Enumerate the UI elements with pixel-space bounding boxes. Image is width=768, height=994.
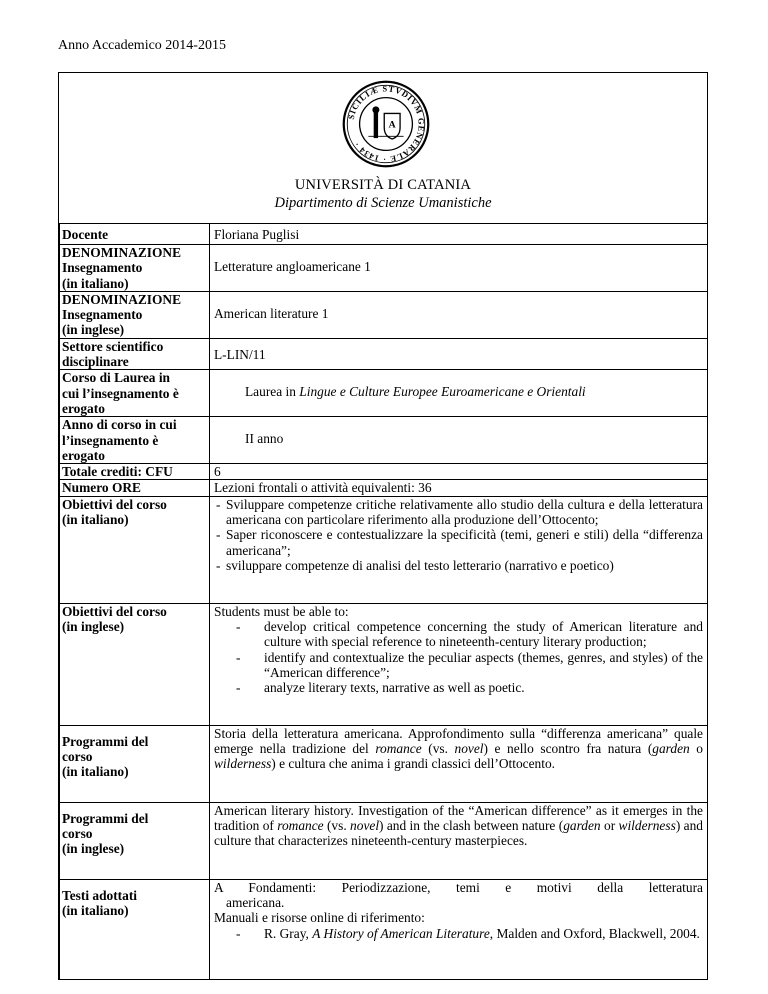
italic-term: romance [375, 741, 422, 757]
label-settore [60, 338, 210, 370]
label-line: (in inglese) [62, 841, 125, 857]
label-docente [60, 224, 210, 245]
list-item: - identify and contextualize the peculiar aspects (themes, genres, and styles) of the “American difference”; [264, 650, 703, 681]
text-run: (vs. [421, 741, 455, 757]
label-line: Programmi del [62, 810, 149, 826]
objectives-list-it [214, 497, 703, 573]
degree-name: Lingue e Culture Europee Euroamericane e Orientali [299, 384, 586, 400]
italic-term: wilderness [618, 818, 676, 834]
text-run: ) and culture that characterizes nineteenth-century masterpieces. [214, 818, 703, 849]
bibliography-list [214, 926, 703, 941]
label-corso-laurea [60, 370, 210, 417]
italic-term: romance [277, 818, 324, 834]
label-line: (in italiano) [62, 903, 129, 919]
row-ore [60, 480, 708, 496]
row-settore [60, 338, 708, 370]
value-text: American literature 1 [214, 305, 329, 321]
row-crediti [60, 464, 708, 480]
textbook-section-title: A Fondamenti: Periodizzazione, temi e motivi della letteratura [214, 879, 703, 895]
label-line: Obiettivi del corso [62, 603, 167, 619]
value-programmi-en [210, 802, 708, 879]
value-docente [210, 224, 708, 245]
label-anno [60, 417, 210, 464]
label-line: (in inglese) [62, 322, 125, 338]
text-run: ) e nello scontro fra natura ( [483, 741, 653, 757]
row-denominazione-it [60, 245, 708, 292]
list-item: - analyze literary texts, narrative as well as poetic. [264, 680, 703, 695]
bib-title: A History of American Literature [312, 925, 490, 941]
label-line: corso [62, 749, 93, 765]
label-line: Settore scientifico [62, 338, 164, 354]
label-line: erogato [62, 447, 105, 463]
row-testi [60, 879, 708, 979]
label-line: disciplinare [62, 354, 129, 370]
text-run: American literary history. Investigation of the “American difference” as it emerges in the tradition of [214, 802, 703, 834]
bib-author: R. Gray, [264, 925, 313, 941]
italic-term: wilderness [214, 756, 272, 772]
label-line: Insegnamento [62, 260, 143, 276]
label-line: Obiettivi del corso [62, 496, 167, 512]
row-docente [60, 224, 708, 245]
svg-text:SICILIÆ STVDIVM GENERALE · 143: SICILIÆ STVDIVM GENERALE · 1434 · [346, 84, 426, 164]
row-programmi-it [60, 725, 708, 802]
row-corso-laurea [60, 370, 708, 417]
department-name: Dipartimento di Scienze Umanistiche [274, 195, 492, 211]
value-prefix: Laurea in [245, 384, 300, 400]
row-obiettivi-it [60, 496, 708, 603]
label-crediti: Totale crediti: CFU [60, 464, 210, 480]
institution-header [59, 73, 707, 221]
list-item: - sviluppare competenze di analisi del testo letterario (narrativo e poetico) [226, 558, 703, 573]
label-line: DENOMINAZIONE [62, 245, 182, 260]
label-line: Corso di Laurea in [62, 370, 171, 386]
bib-publisher: , Malden and Oxford, Blackwell, 2004. [489, 925, 700, 941]
list-item: - develop critical competence concerning the study of American literature and culture with special reference to nineteenth-century literary production; [264, 619, 703, 650]
italic-term: novel [454, 741, 484, 757]
university-name: UNIVERSITÀ DI CATANIA [294, 177, 472, 193]
italic-term: garden [563, 818, 601, 834]
value-anno [210, 417, 708, 464]
objectives-list-en [214, 619, 703, 695]
label-line: cui l’insegnamento è [62, 385, 179, 401]
label-ore: Numero ORE [60, 480, 210, 496]
label-line: Insegnamento [62, 307, 143, 323]
row-programmi-en [60, 802, 708, 879]
value-ore: Lezioni frontali o attività equivalenti: 36 [210, 480, 708, 496]
row-anno [60, 417, 708, 464]
text-run: ) and in the clash between nature ( [379, 818, 564, 834]
row-obiettivi-en [60, 603, 708, 725]
page-header: Anno Accademico 2014-2015 [58, 38, 226, 53]
bibliography-item [264, 926, 703, 941]
row-denominazione-en [60, 291, 708, 338]
label-line: Testi adottati [62, 887, 138, 903]
label-line: erogato [62, 400, 105, 416]
label-programmi-it [60, 725, 210, 802]
text-run: (vs. [323, 818, 351, 834]
textbook-subheading: Manuali e risorse online di riferimento: [214, 910, 425, 926]
university-seal-logo [342, 80, 430, 168]
value-testi [210, 879, 708, 979]
value-text: Letterature angloamericane 1 [214, 259, 371, 274]
course-sheet [58, 72, 708, 980]
value-programmi-it [210, 725, 708, 802]
italic-term: novel [350, 818, 380, 834]
value-corso-laurea [210, 370, 708, 417]
value-obiettivi-en [210, 603, 708, 725]
label-line: l’insegnamento è [62, 432, 159, 448]
text-run: or [600, 818, 619, 834]
list-item: - Saper riconoscere e contestualizzare la specificità (temi, generi e stili) della “differenza americana”; [226, 527, 703, 558]
value-text: II anno [245, 431, 284, 447]
value-text: Floriana Puglisi [214, 227, 300, 242]
textbook-section-title-cont: americana. [226, 895, 285, 911]
label-text: Docente [62, 227, 109, 242]
text-run: o [689, 741, 703, 757]
value-text: L-LIN/11 [214, 346, 266, 362]
text-run: Storia della letteratura americana. Approfondimento sulla “differenza americana” quale emerge nella tradizione del [214, 725, 703, 757]
value-text [214, 370, 703, 399]
label-obiettivi-it [60, 496, 210, 603]
label-programmi-en [60, 802, 210, 879]
objectives-intro: Students must be able to: [214, 603, 349, 619]
value-crediti: 6 [210, 464, 708, 480]
value-denominazione-it [210, 245, 708, 292]
label-line: Programmi del [62, 733, 149, 749]
label-line: DENOMINAZIONE [62, 291, 182, 307]
list-item: - Sviluppare competenze critiche relativamente allo studio della cultura e della letteratura americana con particolare riferimento alla produzione dell’Ottocento; [226, 497, 703, 528]
value-denominazione-en [210, 291, 708, 338]
text-run: ) e cultura che anima i grandi classici dell’Ottocento. [271, 756, 555, 772]
course-table [59, 223, 708, 980]
value-obiettivi-it [210, 496, 708, 603]
svg-text:A: A [388, 119, 396, 131]
label-line: corso [62, 826, 93, 842]
label-line: (in italiano) [62, 764, 129, 780]
label-line: (in italiano) [62, 512, 129, 528]
label-line: Anno di corso in cui [62, 417, 177, 433]
label-denominazione-en [60, 291, 210, 338]
label-line: (in italiano) [62, 275, 129, 291]
label-denominazione-it [60, 245, 210, 292]
value-settore [210, 338, 708, 370]
label-testi [60, 879, 210, 979]
italic-term: garden [652, 741, 690, 757]
label-line: (in inglese) [62, 619, 125, 635]
label-obiettivi-en [60, 603, 210, 725]
